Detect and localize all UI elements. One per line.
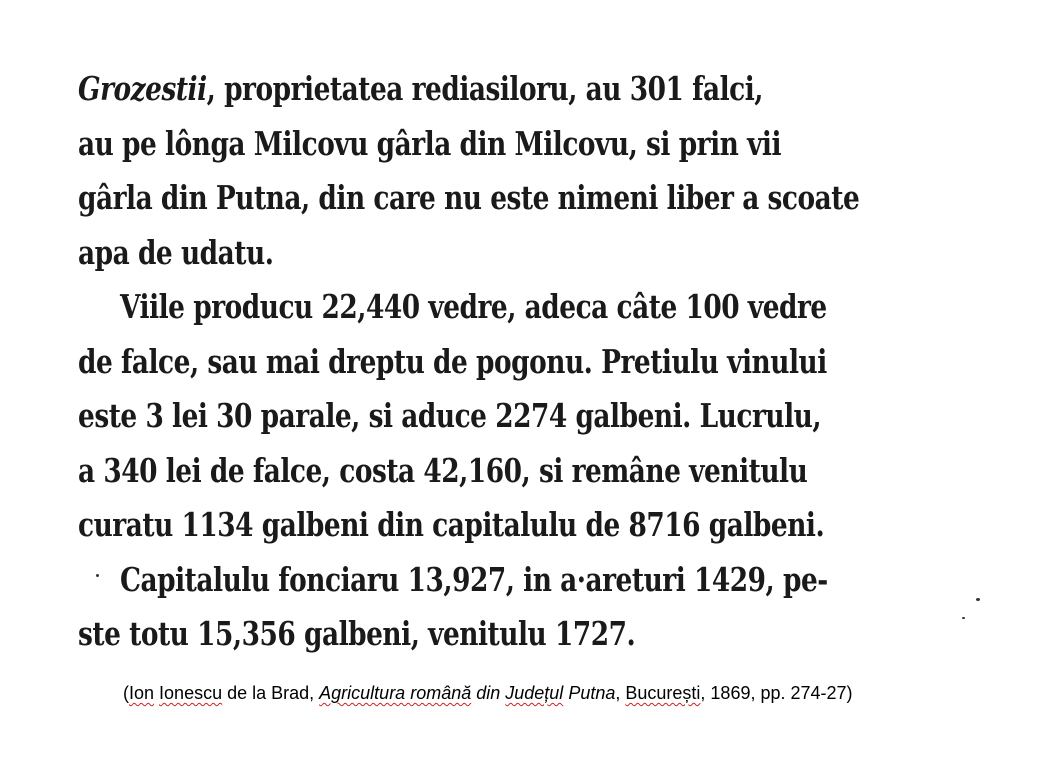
text-line-6 (78, 335, 983, 390)
caption-city: București (625, 683, 701, 703)
caption-author-rest: de la Brad, (222, 683, 320, 703)
text-line-7 (78, 389, 983, 444)
text-line-2 (78, 117, 983, 172)
text-line-5-content: Viile producu 22,440 vedre, adeca câte 100 vedre (120, 287, 827, 326)
scan-speck (96, 574, 99, 577)
text-line-8 (78, 444, 983, 499)
text-line-1-lead: Grozestii (78, 69, 207, 108)
text-line-9 (78, 498, 983, 553)
caption-author-first: Ion (129, 683, 155, 703)
caption-title-c: din (471, 683, 506, 703)
caption-sep: , (615, 683, 626, 703)
text-line-11-content: ste totu 15,356 galbeni, venitulu 1727. (78, 614, 636, 653)
text-line-11 (78, 607, 983, 662)
text-line-1-rest: , proprietatea rediasiloru, au 301 falci, (206, 69, 764, 108)
caption-title-d: Județul (505, 683, 564, 703)
text-line-9-content: curatu 1134 galbeni din capitalulu de 8716 galbeni. (78, 505, 825, 544)
text-line-10-content: Capitalulu fonciaru 13,927, in a·areturi 1429, pe- (120, 559, 828, 599)
text-line-3 (78, 171, 983, 226)
text-line-4 (78, 226, 983, 281)
text-line-8-content: a 340 lei de falce, costa 42,160, si remâne venitulu (78, 450, 808, 490)
text-line-4-content: apa de udatu. (78, 232, 274, 272)
caption-title-e: Putna (563, 683, 616, 703)
text-line-5 (78, 280, 983, 335)
text-line-3-content: gârla din Putna, din care nu este nimeni liber a scoate (78, 178, 860, 217)
source-caption (123, 683, 983, 704)
scan-speck (976, 598, 980, 601)
text-line-6-content: de falce, sau mai dreptu de pogonu. Pretiulu vinului (78, 341, 827, 381)
text-line-10 (78, 553, 983, 608)
caption-rest: , 1869, pp. 274-27) (700, 683, 853, 703)
caption-author-second: Ionescu (159, 683, 223, 703)
text-line-2-content: au pe lônga Milcovu gârla din Milcovu, si prin vii (78, 123, 782, 163)
text-line-7-content: este 3 lei 30 parale, si aduce 2274 galbeni. Lucrulu, (78, 396, 822, 435)
text-line-1 (78, 62, 983, 117)
caption-title-a: Agricultura (319, 683, 411, 703)
caption-open: ( (123, 683, 129, 703)
caption-title-b: română (410, 683, 472, 703)
scanned-text-excerpt (78, 62, 983, 662)
scan-speck (962, 617, 965, 619)
